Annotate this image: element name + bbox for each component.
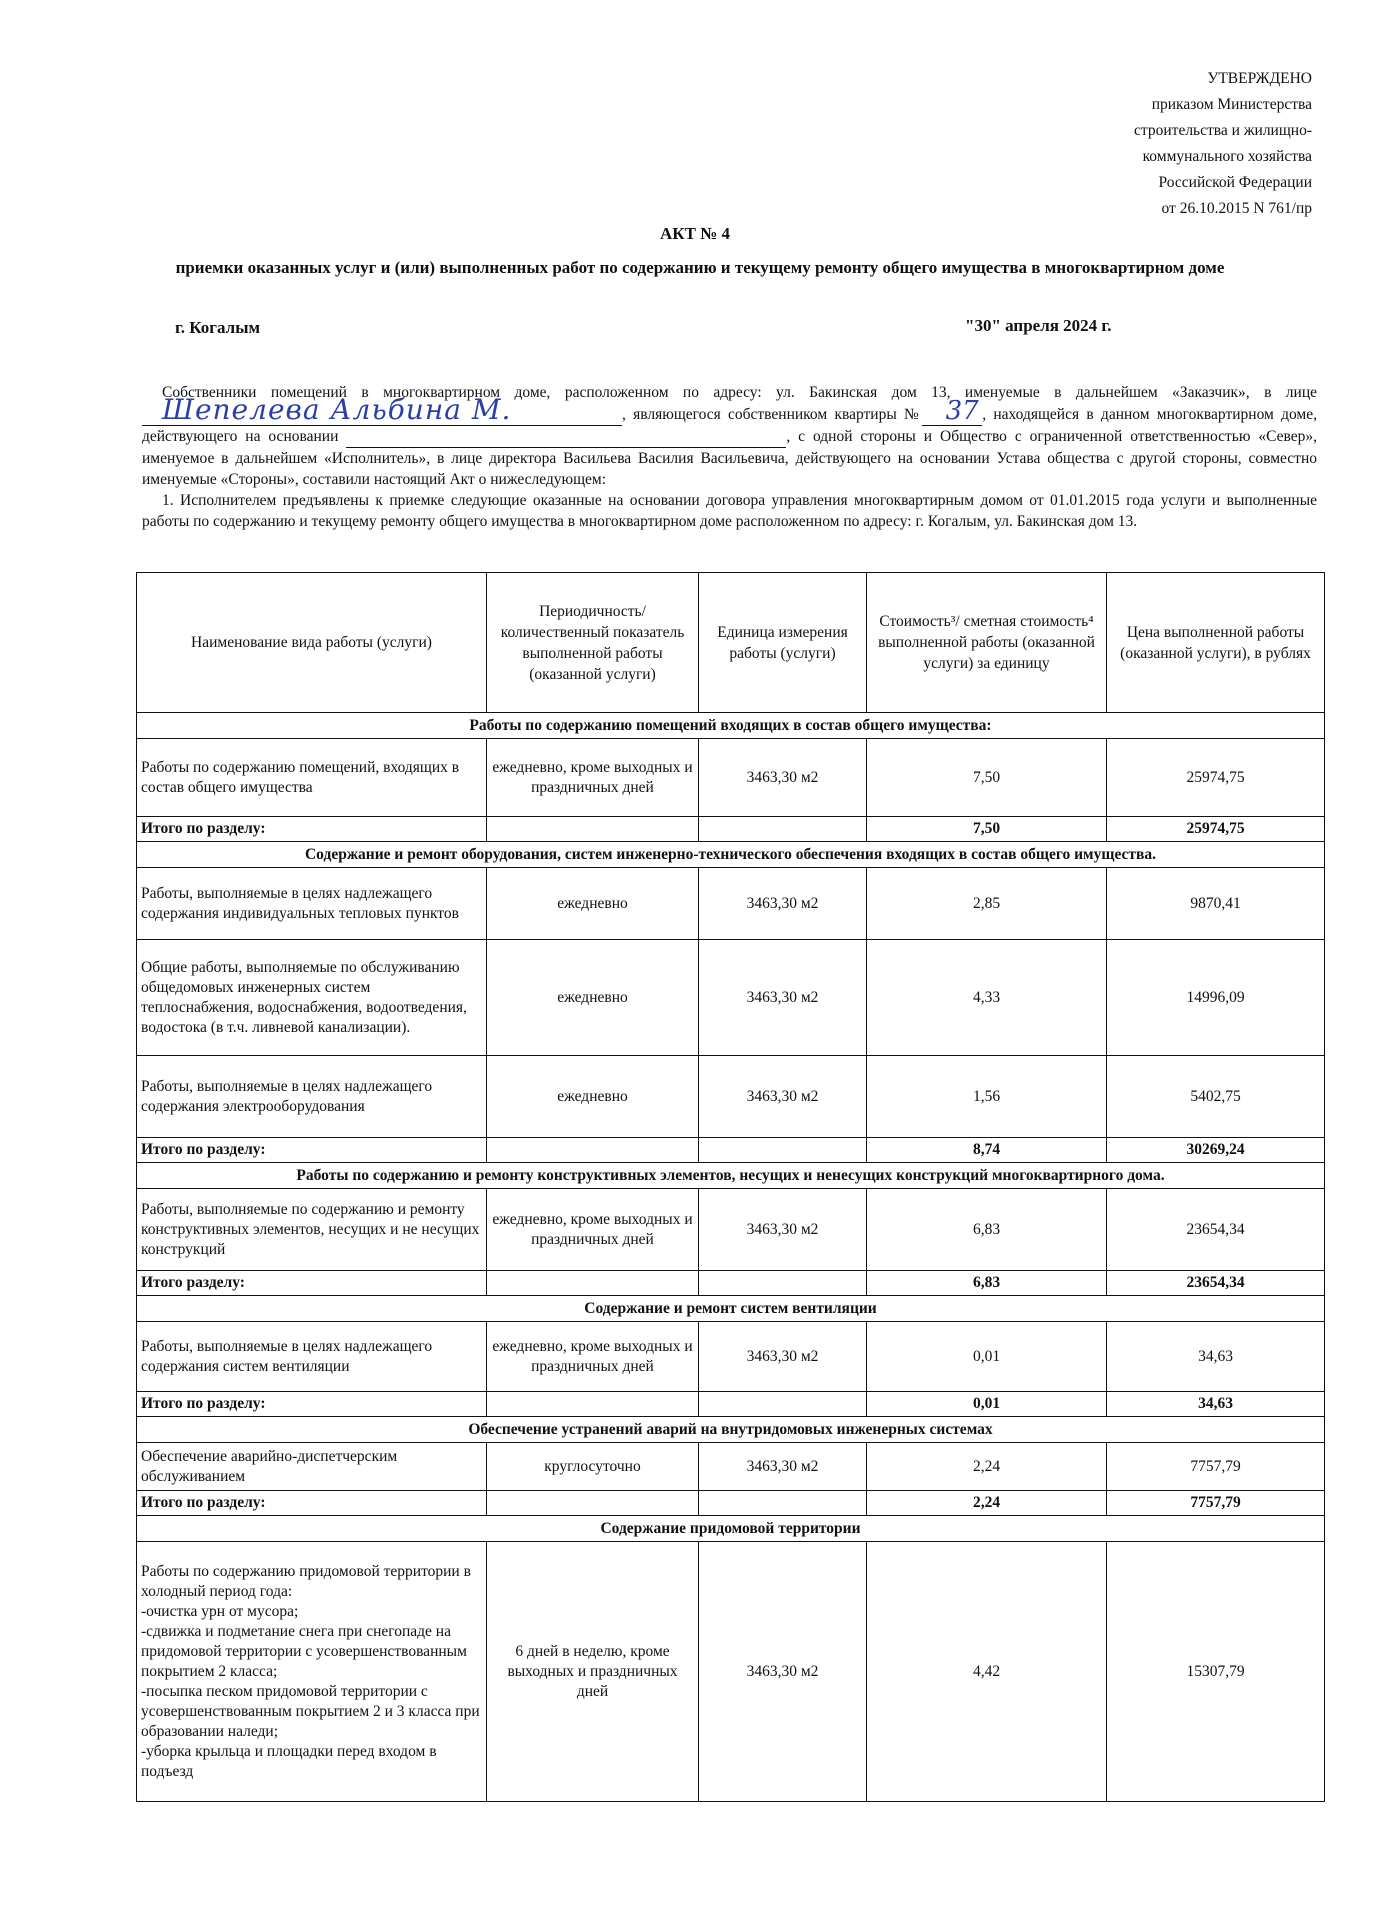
total-empty-cell — [699, 1491, 867, 1516]
preamble-paragraph-2: 1. Исполнителем предъявлены к приемке следующие оказанные на основании договора управления многоквартирным домом от 01.01.2015 года услуги и выполненные работы по содержанию и текущему ремонту общего имущества в многоквартирном доме расположенном по адресу: г. Когалым, ул. Бакинская дом 13. — [142, 492, 1317, 530]
table-header-row — [137, 573, 1325, 713]
cell-price: 34,63 — [1107, 1322, 1325, 1392]
section-header-row — [137, 1163, 1325, 1189]
table-row — [137, 868, 1325, 940]
total-price: 7757,79 — [1107, 1491, 1325, 1516]
cell-cost: 2,85 — [867, 868, 1107, 940]
cell-price: 7757,79 — [1107, 1443, 1325, 1491]
total-empty-cell — [699, 817, 867, 842]
cell-unit: 3463,30 м2 — [699, 1056, 867, 1138]
cell-price: 5402,75 — [1107, 1056, 1325, 1138]
owner-handwritten: Шепелева Альбина М. — [162, 393, 512, 426]
total-empty-cell — [487, 1138, 699, 1163]
cell-cost: 4,33 — [867, 940, 1107, 1056]
preamble-text: , с одной стороны и Общество с ограниченной ответственностью «Север», именуемое в дальнейшем «Исполнитель», в лице директора Васильева Василия Васильевича, действующего на основании Устава общества с другой стороны, совместно именуемые «Стороны», составили настоящий Акт о нижеследующем: — [142, 428, 1318, 488]
cell-period: ежедневно — [487, 1056, 699, 1138]
section-total-row — [137, 817, 1325, 842]
header-cost: Стоимость³/ сметная стоимость⁴ выполненной работы (оказанной услуги) за единицу — [867, 573, 1107, 713]
cell-unit: 3463,30 м2 — [699, 1322, 867, 1392]
cell-name: Работы, выполняемые в целях надлежащего содержания электрооборудования — [137, 1056, 487, 1138]
total-empty-cell — [487, 1491, 699, 1516]
basis-field — [346, 426, 786, 448]
section-title: Содержание и ремонт оборудования, систем инженерно-технического обеспечения входящих в состав общего имущества. — [137, 842, 1325, 868]
table-row — [137, 739, 1325, 817]
cell-cost: 1,56 — [867, 1056, 1107, 1138]
total-empty-cell — [487, 1392, 699, 1417]
section-total-row — [137, 1271, 1325, 1296]
owner-field — [142, 393, 622, 426]
total-price: 34,63 — [1107, 1392, 1325, 1417]
cell-name: Работы, выполняемые по содержанию и ремонту конструктивных элементов, несущих и не несущих конструкций — [137, 1189, 487, 1271]
act-title: АКТ № 4 — [659, 224, 731, 243]
header-unit: Единица измерения работы (услуги) — [699, 573, 867, 713]
table-row — [137, 1056, 1325, 1138]
section-total-row — [137, 1491, 1325, 1516]
total-label: Итого разделу: — [137, 1271, 487, 1296]
section-title: Содержание придомовой территории — [137, 1516, 1325, 1542]
table-row — [137, 1189, 1325, 1271]
preamble-text: , являющегося собственником квартиры № — [622, 406, 923, 423]
section-header-row — [137, 1296, 1325, 1322]
cell-period: ежедневно, кроме выходных и праздничных дней — [487, 739, 699, 817]
apartment-field — [922, 396, 982, 426]
works-table-body — [137, 713, 1325, 1802]
total-cost: 8,74 — [867, 1138, 1107, 1163]
cell-name: Общие работы, выполняемые по обслуживанию общедомовых инженерных систем теплоснабжения, водоснабжения, водоотведения, водостока (в т.ч. ливневой канализации). — [137, 940, 487, 1056]
apartment-handwritten: 37 — [945, 396, 979, 426]
total-empty-cell — [487, 817, 699, 842]
cell-period: круглосуточно — [487, 1443, 699, 1491]
section-title: Работы по содержанию помещений входящих в состав общего имущества: — [137, 713, 1325, 739]
approval-line: Российской Федерации — [1158, 174, 1312, 191]
cell-unit: 3463,30 м2 — [699, 1189, 867, 1271]
cell-unit: 3463,30 м2 — [699, 1443, 867, 1491]
table-row — [137, 1322, 1325, 1392]
total-price: 30269,24 — [1107, 1138, 1325, 1163]
section-header-row — [137, 1417, 1325, 1443]
cell-name: Работы, выполняемые в целях надлежащего содержания индивидуальных тепловых пунктов — [137, 868, 487, 940]
total-empty-cell — [487, 1271, 699, 1296]
cell-cost: 4,42 — [867, 1542, 1107, 1802]
approval-line: строительства и жилищно- — [1134, 122, 1312, 139]
total-empty-cell — [699, 1392, 867, 1417]
total-price: 23654,34 — [1107, 1271, 1325, 1296]
preamble — [142, 382, 1317, 532]
section-total-row — [137, 1392, 1325, 1417]
cell-name: Работы по содержанию помещений, входящих в состав общего имущества — [137, 739, 487, 817]
header-price: Цена выполненной работы (оказанной услуги), в рублях — [1107, 573, 1325, 713]
cell-price: 14996,09 — [1107, 940, 1325, 1056]
cell-period: 6 дней в неделю, кроме выходных и праздничных дней — [487, 1542, 699, 1802]
table-row — [137, 1542, 1325, 1802]
total-label: Итого по разделу: — [137, 817, 487, 842]
table-row — [137, 940, 1325, 1056]
cell-period: ежедневно — [487, 868, 699, 940]
cell-unit: 3463,30 м2 — [699, 868, 867, 940]
cell-cost: 0,01 — [867, 1322, 1107, 1392]
cell-period: ежедневно, кроме выходных и праздничных дней — [487, 1322, 699, 1392]
section-title: Работы по содержанию и ремонту конструктивных элементов, несущих и ненесущих конструкций многоквартирного дома. — [137, 1163, 1325, 1189]
cell-name: Обеспечение аварийно-диспетчерским обслуживанием — [137, 1443, 487, 1491]
total-empty-cell — [699, 1138, 867, 1163]
works-table — [136, 572, 1325, 1802]
total-cost: 6,83 — [867, 1271, 1107, 1296]
header-name: Наименование вида работы (услуги) — [137, 573, 487, 713]
approval-line: УТВЕРЖДЕНО — [1207, 70, 1312, 87]
section-title: Обеспечение устранений аварий на внутридомовых инженерных системах — [137, 1417, 1325, 1443]
cell-period: ежедневно — [487, 940, 699, 1056]
total-cost: 2,24 — [867, 1491, 1107, 1516]
table-row — [137, 1443, 1325, 1491]
cell-name: Работы, выполняемые в целях надлежащего содержания систем вентиляции — [137, 1322, 487, 1392]
cell-cost: 2,24 — [867, 1443, 1107, 1491]
cell-cost: 6,83 — [867, 1189, 1107, 1271]
act-date: "30" апреля 2024 г. — [965, 316, 1112, 335]
total-label: Итого по разделу: — [137, 1138, 487, 1163]
total-price: 25974,75 — [1107, 817, 1325, 842]
total-cost: 0,01 — [867, 1392, 1107, 1417]
cell-unit: 3463,30 м2 — [699, 1542, 867, 1802]
cell-cost: 7,50 — [867, 739, 1107, 817]
section-header-row — [137, 842, 1325, 868]
preamble-text: Собственники помещений в многоквартирном доме, расположенном по адресу: ул. Бакинская дом 13, именуемые в дальнейшем «Заказчик», в лице — [162, 384, 1317, 401]
cell-price: 15307,79 — [1107, 1542, 1325, 1802]
total-label: Итого по разделу: — [137, 1392, 487, 1417]
approval-line: приказом Министерства — [1151, 96, 1312, 113]
total-cost: 7,50 — [867, 817, 1107, 842]
preamble-text: , находящейся в данном многоквартирном доме, действующего на основании — [142, 406, 1317, 445]
section-title: Содержание и ремонт систем вентиляции — [137, 1296, 1325, 1322]
act-city: г. Когалым — [175, 318, 261, 337]
cell-price: 25974,75 — [1107, 739, 1325, 817]
section-header-row — [137, 713, 1325, 739]
approval-line: от 26.10.2015 N 761/пр — [1161, 200, 1312, 217]
cell-name: Работы по содержанию придомовой территории в холодный период года: -очистка урн от мусора; -сдвижка и подметание снега при снегопаде на придомовой территории с усовершенствованным покрытием 2 класса; -посыпка песком придомовой территории с усовершенствованным покрытием 2 и 3 класса при образовании наледи; -уборка крыльца и площадки перед входом в подъезд — [137, 1542, 487, 1802]
section-header-row — [137, 1516, 1325, 1542]
preamble-paragraph-1 — [142, 382, 1317, 490]
cell-price: 23654,34 — [1107, 1189, 1325, 1271]
approval-line: коммунального хозяйства — [1142, 148, 1312, 165]
total-label: Итого по разделу: — [137, 1491, 487, 1516]
cell-period: ежедневно, кроме выходных и праздничных дней — [487, 1189, 699, 1271]
act-subtitle: приемки оказанных услуг и (или) выполненных работ по содержанию и текущему ремонту общего имущества в многоквартирном доме — [175, 258, 1225, 277]
section-total-row — [137, 1138, 1325, 1163]
cell-price: 9870,41 — [1107, 868, 1325, 940]
cell-unit: 3463,30 м2 — [699, 940, 867, 1056]
approval-stamp — [1012, 66, 1312, 222]
cell-unit: 3463,30 м2 — [699, 739, 867, 817]
total-empty-cell — [699, 1271, 867, 1296]
header-period: Периодичность/ количественный показатель выполненной работы (оказанной услуги) — [487, 573, 699, 713]
